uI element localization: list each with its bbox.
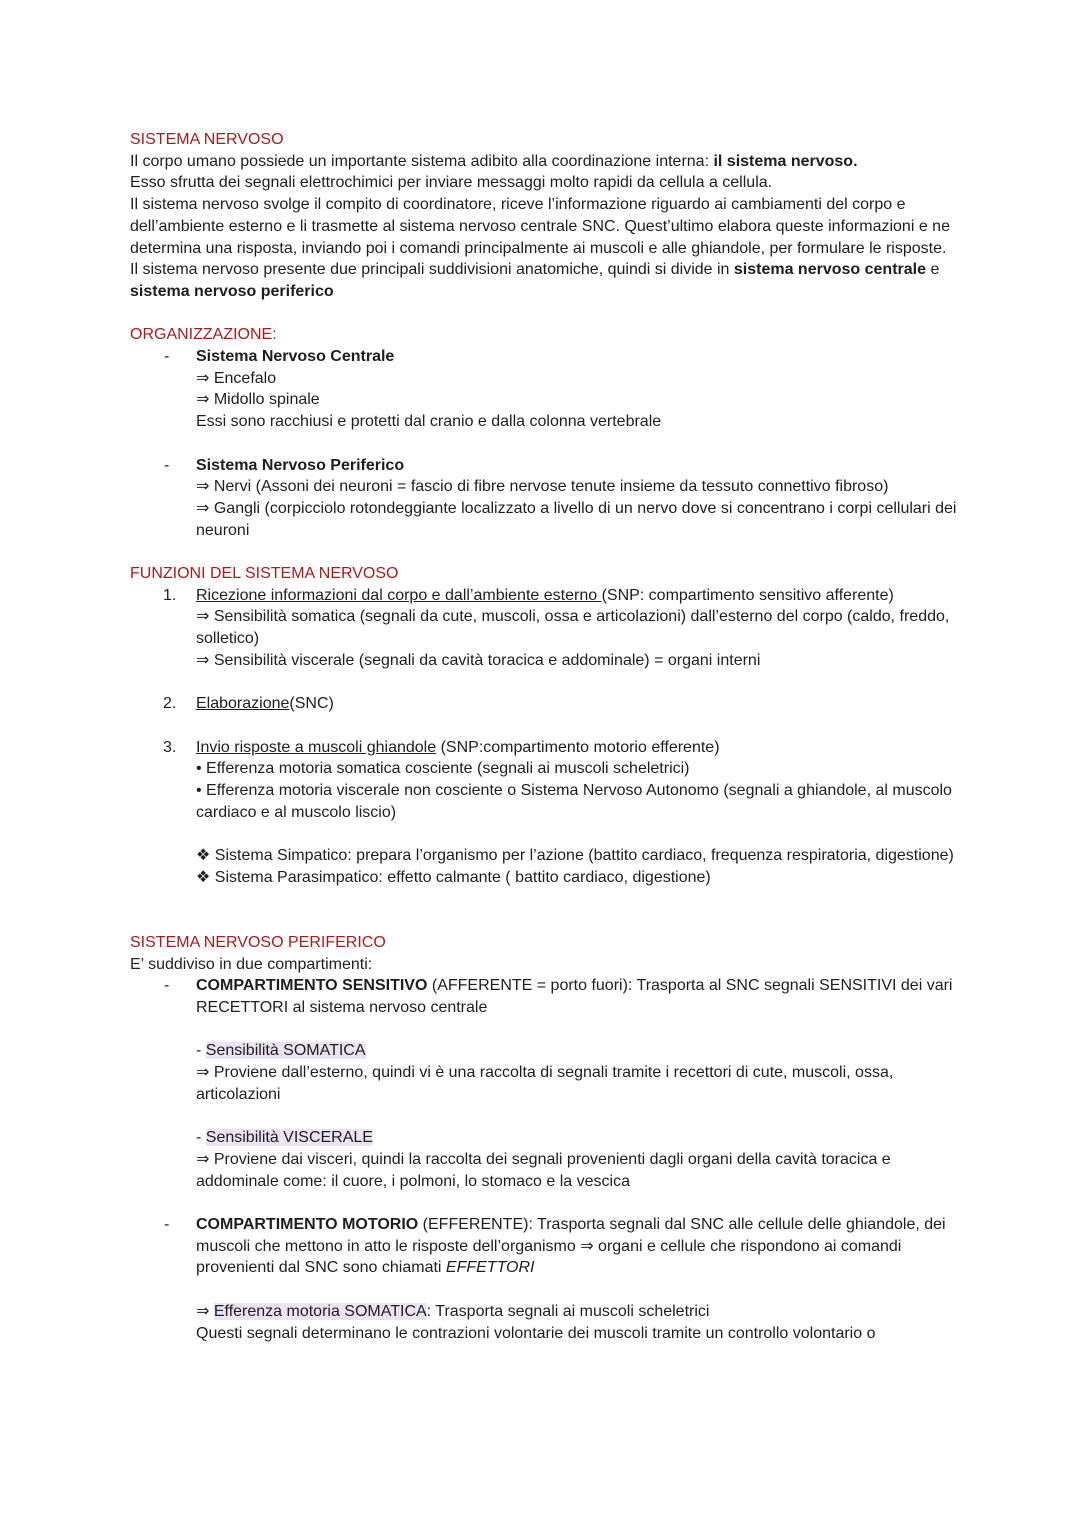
list-item-compartimento-motorio bbox=[130, 1214, 960, 1344]
item-number: 1. bbox=[163, 586, 177, 604]
bold-text: sistema nervoso centrale bbox=[733, 261, 926, 279]
text: : Trasporta segnali ai muscoli scheletrici bbox=[426, 1302, 710, 1320]
paragraph: E’ suddiviso in due compartimenti: bbox=[130, 955, 373, 973]
list-item-snc bbox=[130, 346, 960, 433]
document-content bbox=[130, 129, 960, 1344]
highlighted-text: Efferenza motoria SOMATICA bbox=[213, 1302, 427, 1320]
list-line: ❖ Sistema Parasimpatico: effetto calmante ( battito cardiaco, digestione) bbox=[196, 868, 711, 886]
text: (SNP:compartimento motorio efferente) bbox=[436, 738, 720, 756]
bold-text: COMPARTIMENTO SENSITIVO bbox=[196, 977, 428, 995]
list-line: Essi sono racchiusi e protetti dal cranio e dalla colonna vertebrale bbox=[196, 413, 662, 431]
section-title-snp: SISTEMA NERVOSO PERIFERICO bbox=[130, 933, 386, 951]
list-line: • Efferenza motoria viscerale non cosciente o Sistema Nervoso Autonomo (segnali a ghiandole, al muscolo cardiaco e al muscolo liscio) bbox=[196, 782, 952, 821]
section-title-funzioni: FUNZIONI DEL SISTEMA NERVOSO bbox=[130, 565, 399, 583]
text: - bbox=[196, 1129, 206, 1147]
list-item-title: Sistema Nervoso Centrale bbox=[196, 348, 395, 366]
text: ⇒ bbox=[196, 1302, 214, 1320]
list-line: ⇒ Proviene dai visceri, quindi la raccolta dei segnali provenienti dagli organi della cavità toracica e addominale come: il cuore, i polmoni, lo stomaco e la vescica bbox=[196, 1150, 891, 1190]
dash-bullet: - bbox=[164, 348, 170, 366]
dash-bullet: - bbox=[164, 977, 170, 995]
text: - bbox=[196, 1042, 206, 1060]
list-line: ⇒ Sensibilità viscerale (segnali da cavità toracica e addominale) = organi interni bbox=[196, 651, 761, 669]
list-line: Questi segnali determinano le contrazioni volontarie dei muscoli tramite un controllo volontario o bbox=[196, 1324, 876, 1342]
text: Il sistema nervoso presente due principali suddivisioni anatomiche, quindi si divide in bbox=[130, 261, 734, 279]
bold-text: COMPARTIMENTO MOTORIO bbox=[196, 1216, 419, 1233]
item-number: 3. bbox=[163, 738, 177, 756]
numbered-item-3 bbox=[130, 737, 960, 889]
paragraph: Il sistema nervoso svolge il compito di coordinatore, riceve l’informazione riguardo ai cambiamenti del corpo e dell’ambiente esterno e li trasmette al sistema nervoso centrale SNC. Quest’ultimo elabora queste informazioni e ne determina una risposta, inviando poi i comandi principalmente ai muscoli e alle ghiandole, per formulare le risposte. bbox=[130, 196, 950, 257]
dash-bullet: - bbox=[164, 456, 170, 474]
list-line: ⇒ Encefalo bbox=[196, 369, 277, 387]
text: Il corpo umano possiede un importante sistema adibito alla coordinazione interna: bbox=[130, 152, 714, 170]
list-line: • Efferenza motoria somatica cosciente (segnali ai muscoli scheletrici) bbox=[196, 760, 690, 778]
text: (EFFERENTE): Trasporta segnali dal SNC alle cellule delle ghiandole, dei muscoli che mettono in atto le risposte dell’organismo ⇒ organi e cellule che rispondono ai comandi provenienti dal SNC sono chiamati bbox=[196, 1216, 946, 1277]
list-item-compartimento-sensitivo bbox=[130, 975, 960, 1192]
bold-text: sistema nervoso periferico bbox=[130, 282, 334, 300]
underlined-text: Elaborazione bbox=[196, 695, 290, 713]
paragraph bbox=[130, 259, 960, 302]
list-item-snp bbox=[130, 455, 960, 542]
underlined-text: Invio risposte a muscoli ghiandole bbox=[196, 738, 437, 756]
list-line: ❖ Sistema Simpatico: prepara l’organismo per l’azione (battito cardiaco, frequenza respiratoria, digestione) bbox=[196, 847, 954, 865]
text: (SNC) bbox=[289, 695, 334, 713]
highlighted-text: Sensibilità VISCERALE bbox=[205, 1129, 373, 1147]
text: (SNP: compartimento sensitivo afferente) bbox=[601, 586, 894, 604]
section-title-organizzazione: ORGANIZZAZIONE: bbox=[130, 326, 277, 344]
list-line: ⇒ Nervi (Assoni dei neuroni = fascio di fibre nervose tenute insieme da tessuto connettivo fibroso) bbox=[196, 478, 889, 496]
list-item-title: Sistema Nervoso Periferico bbox=[196, 456, 405, 474]
list-line: ⇒ Gangli (corpicciolo rotondeggiante localizzato a livello di un nervo dove si concentrano i corpi cellulari dei neuroni bbox=[196, 499, 957, 539]
list-line: ⇒ Sensibilità somatica (segnali da cute, muscoli, ossa e articolazioni) dall’esterno del corpo (caldo, freddo, solletico) bbox=[196, 608, 950, 648]
text: (AFFERENTE = porto fuori): Trasporta al SNC segnali SENSITIVI dei vari RECETTORI bbox=[196, 977, 953, 1017]
text: e bbox=[930, 261, 940, 279]
text: al sistema nervoso centrale bbox=[288, 999, 488, 1017]
paragraph bbox=[130, 151, 960, 173]
item-number: 2. bbox=[163, 695, 177, 713]
highlighted-text: Sensibilità SOMATICA bbox=[205, 1042, 366, 1060]
underlined-text: Ricezione informazioni dal corpo e dall’ambiente esterno bbox=[196, 586, 602, 604]
dash-bullet: - bbox=[164, 1216, 170, 1233]
section-title-sistema-nervoso: SISTEMA NERVOSO bbox=[130, 131, 284, 148]
paragraph: Esso sfrutta dei segnali elettrochimici per inviare messaggi molto rapidi da cellula a cellula. bbox=[130, 174, 773, 192]
bold-text: il sistema nervoso. bbox=[713, 152, 858, 170]
list-line: ⇒ Proviene dall’esterno, quindi vi è una raccolta di segnali tramite i recettori di cute, muscoli, ossa, articolazioni bbox=[196, 1064, 894, 1103]
list-line: ⇒ Midollo spinale bbox=[196, 391, 320, 409]
italic-text: EFFETTORI bbox=[445, 1259, 535, 1277]
numbered-item-2 bbox=[130, 693, 960, 715]
numbered-item-1 bbox=[130, 585, 960, 672]
